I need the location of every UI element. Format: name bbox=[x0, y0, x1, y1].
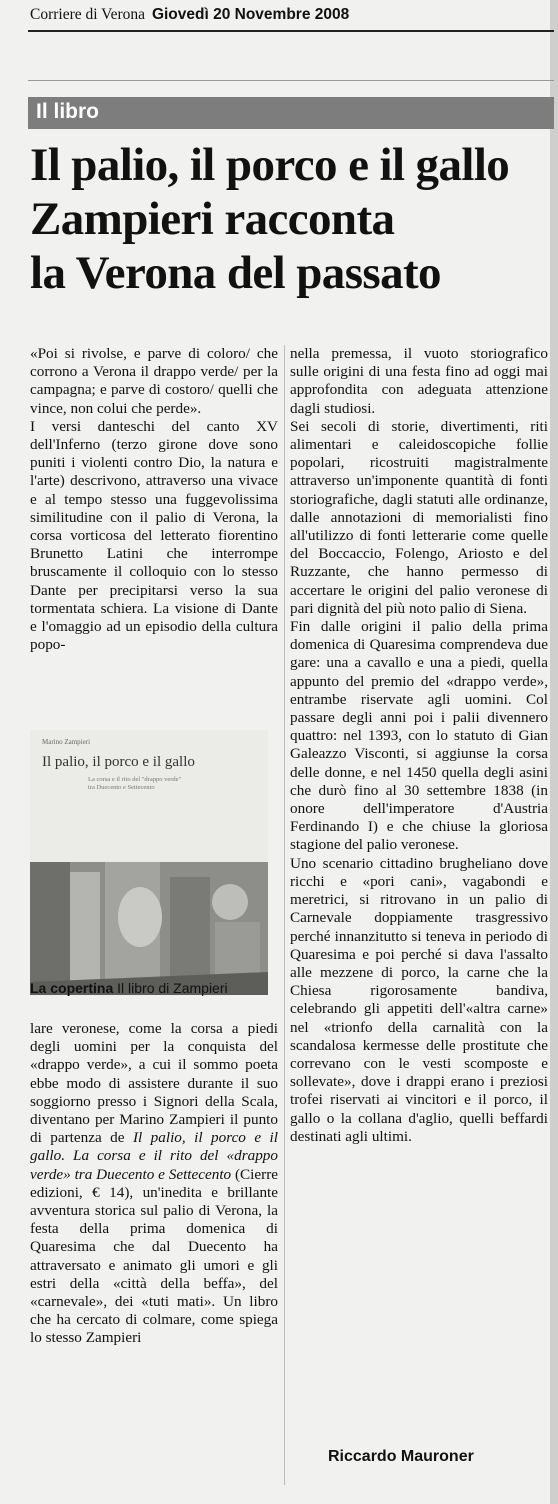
article-paragraph bbox=[30, 1020, 278, 1348]
section-bar bbox=[28, 97, 554, 129]
image-caption bbox=[30, 980, 228, 996]
top-rule bbox=[28, 80, 554, 81]
paragraph-text: lare veronese, come la corsa a piedi degli uomini per la conquista del «drappo verde», a cui il sommo poeta ebbe modo di assistere durante il suo soggiorno presso i Signori della Scala, diventano per Marino Zampieri il punto di partenza de bbox=[30, 1020, 278, 1147]
publication-date: Giovedì 20 Novembre 2008 bbox=[151, 6, 350, 23]
page-edge bbox=[550, 0, 558, 1504]
book-cover-image bbox=[30, 730, 268, 995]
book-title: Il palio, il porco e il gallo bbox=[42, 754, 195, 770]
article-paragraph: Fin dalle origini il palio della prima domenica di Quaresima comprendeva due gare: una a cavallo e una a piedi, quella appunto del premio del «drappo verde», entrambe riservate agli uomini. Col passare degli anni poi i palii divennero quattro: nel 1393, con lo statuto di Gian Galeazzo Visconti, si aggiunse la corsa delle donne, e nel 1450 quella degli asini che durò fino al 30 settembre 1838 (in onore dell'imperatore d'Austria Ferdinando I) e che chiuse la gloriosa stagione del palio veronese. bbox=[290, 618, 548, 854]
masthead-rule bbox=[28, 30, 554, 32]
caption-label: La copertina bbox=[30, 980, 114, 996]
author-byline: Riccardo Mauroner bbox=[328, 1448, 474, 1465]
book-cover-artwork bbox=[30, 862, 268, 995]
headline-line: Zampieri racconta bbox=[30, 193, 395, 245]
article-paragraph: nella premessa, il vuoto storiografico sulle origini di una festa fino ad oggi mai approfondita con adeguata attenzione dagli studiosi. bbox=[290, 345, 548, 417]
headline-line: Il palio, il porco e il gallo bbox=[30, 139, 510, 191]
article-column-left-top bbox=[30, 345, 278, 654]
article-column-left-bottom bbox=[30, 1020, 278, 1348]
newspaper-name: Corriere di Verona bbox=[30, 6, 146, 23]
paragraph-text: (Cierre edizioni, € 14), un'inedita e brillante avventura storica sul palio di Verona, la festa della prima domenica di Quaresima che dal Duecento ha attraversato e animato gli umori e gli estri della «città della beffa», del «carnevale», dei «tuti mati». Un libro che ha cercato di colmare, come spiega lo stesso Zampieri bbox=[30, 1165, 278, 1347]
article-paragraph: Sei secoli di storie, divertimenti, riti alimentari e caleidoscopiche follie popolari, ricostruiti magistralmente attraverso un'imponente quantità di fonti storiografiche, dagli statuti alle ordinanze, dalle annotazioni di memorialisti fino all'utilizzo di fonti letterarie come quelle del Boccaccio, Folengo, Ariosto e del Ruzzante, che hanno permesso di accertare le origini del palio veronese di pari dignità del più noto palio di Siena. bbox=[290, 417, 548, 617]
headline-line: la Verona del passato bbox=[30, 247, 441, 299]
book-subtitle: tra Duecento e Settecento bbox=[88, 784, 155, 791]
masthead bbox=[30, 6, 349, 24]
article-column-right bbox=[290, 345, 548, 1146]
headline bbox=[30, 138, 550, 300]
caption-text: Il libro di Zampieri bbox=[117, 980, 228, 996]
article-paragraph: Uno scenario cittadino brugheliano dove ricchi e «pori cani», vagabondi e meretrici, si ritrovano in un palio di Carnevale doppiamente trasgressivo perché innanzitutto si teneva in periodo di Quaresima e poi perché si dava l'assalto alle mezzene di porco, la carne che la Chiesa rigorosamente bandiva, celebrando gli appetiti dell'«altra carne» nel «trionfo della carnalità con la scandalosa kermesse delle prostitute che correvano con le vesti scomposte e sollevate», dove i drappi erano i preziosi trofei riservati ai vincitori e il porco, il gallo o la collana d'aglio, quelli beffardi destinati agli ultimi. bbox=[290, 854, 548, 1145]
column-divider bbox=[284, 345, 285, 1485]
article-paragraph: I versi danteschi del canto XV dell'Inferno (terzo girone dove sono puniti i violenti contro Dio, la natura e l'arte) descrivono, attraverso una vivace e al tempo stesso una fuggevolissima similitudine con il palio di Verona, la corsa vorticosa del letterato fiorentino Brunetto Latini che interrompe bruscamente il colloquio con lo stesso Dante per precipitarsi verso la sua tormentata schiera. La visione di Dante e l'omaggio ad un episodio della cultura popo- bbox=[30, 417, 278, 654]
book-subtitle: La corsa e il rito del "drappo verde" bbox=[88, 776, 182, 783]
book-title-italic: Il palio, il porco e il gallo. La corsa e il rito del «drappo verde» tra Duecento e Settecento bbox=[30, 1129, 278, 1183]
section-label: Il libro bbox=[36, 100, 99, 123]
book-author: Marino Zampieri bbox=[42, 738, 91, 746]
article-paragraph: «Poi si rivolse, e parve di coloro/ che corrono a Verona il drappo verde/ per la campagna; e parve di costoro/ quelli che vince, non colui che perde». bbox=[30, 345, 278, 417]
